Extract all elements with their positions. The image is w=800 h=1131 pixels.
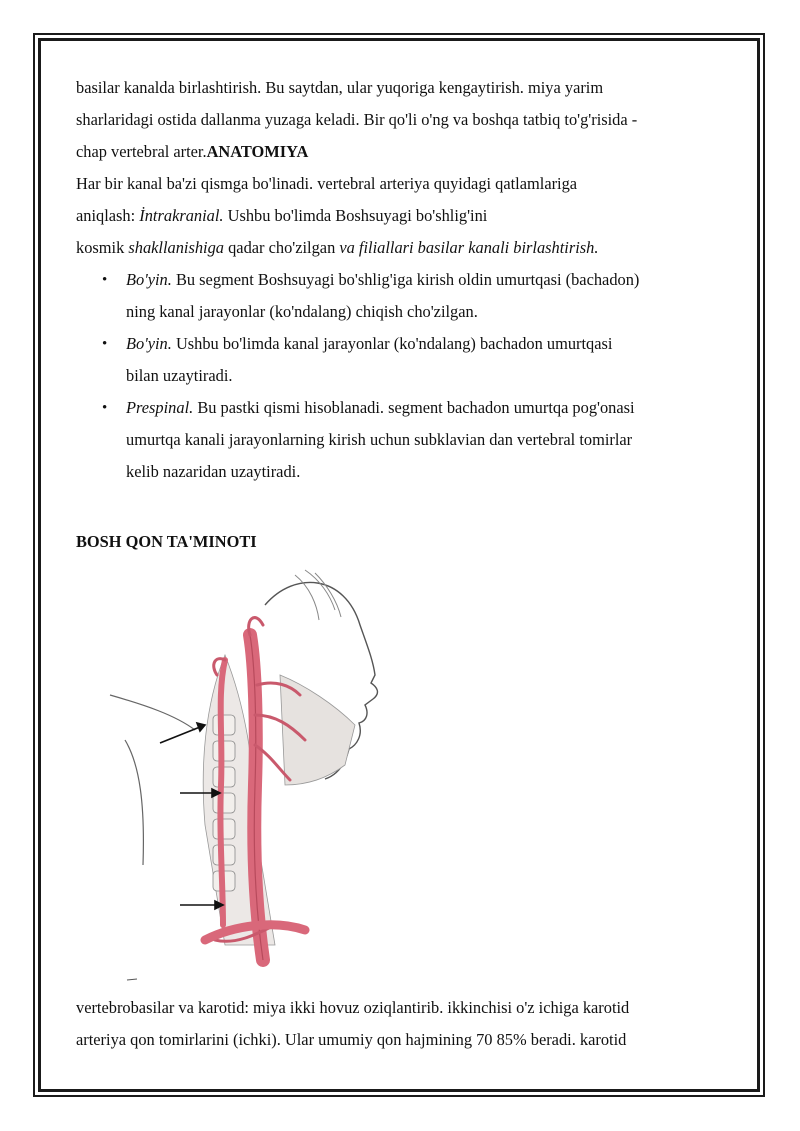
hair-strokes bbox=[295, 570, 341, 620]
text-line: basilar kanalda birlashtirish. Bu saytdan, ular yuqoriga kengaytirish. miya yarim bbox=[76, 78, 604, 97]
figure-corner-mark bbox=[127, 979, 137, 980]
list-item bbox=[76, 392, 726, 488]
anatomy-heading: ANATOMIYA bbox=[206, 142, 309, 161]
text-run: chap vertebral arter. bbox=[76, 142, 207, 161]
text-line bbox=[76, 200, 726, 232]
italic-run: va filiallari basilar kanali birlashtirish. bbox=[339, 238, 599, 257]
text-line: vertebrobasilar va karotid: miya ikki hovuz oziqlantirib. ikkinchisi o'z ichiga karotid bbox=[76, 998, 630, 1017]
text-line: Har bir kanal ba'zi qismga bo'linadi. vertebral arteriya quyidagi qatlamlariga bbox=[76, 174, 578, 193]
neck-arteries-illustration bbox=[105, 565, 405, 985]
neck-back-outline bbox=[110, 695, 195, 865]
text-line bbox=[126, 328, 726, 360]
italic-run: shakllanishiga bbox=[128, 238, 224, 257]
text-line: arteriya qon tomirlarini (ichki). Ular umumiy qon hajmining 70 85% beradi. karotid bbox=[76, 1030, 627, 1049]
text-line bbox=[76, 136, 726, 168]
text-run: kosmik bbox=[76, 238, 129, 257]
main-text bbox=[76, 72, 726, 488]
bullet-term: Bo'yin. bbox=[126, 334, 172, 353]
text-run: qadar cho'zilgan bbox=[224, 238, 340, 257]
bottom-text bbox=[76, 992, 726, 1056]
text-line bbox=[76, 232, 726, 264]
text-line bbox=[126, 264, 726, 296]
text-run: Ushbu bo'limda kanal jarayonlar (ko'ndalang) bachadon umurtqasi bbox=[171, 334, 613, 353]
text-line: sharlaridagi ostida dallanma yuzaga keladi. Bir qo'li o'ng va boshqa tatbiq to'g'risida - bbox=[76, 110, 638, 129]
list-item bbox=[76, 264, 726, 328]
bullet-term: Bo'yin. bbox=[126, 270, 172, 289]
text-run: Ushbu bo'limda Boshsuyagi bo'shlig'ini bbox=[223, 206, 488, 225]
segment-list bbox=[76, 264, 726, 488]
jaw-area bbox=[280, 675, 355, 785]
text-line: ning kanal jarayonlar (ko'ndalang) chiqish cho'zilgan. bbox=[126, 302, 478, 321]
text-run: Bu segment Boshsuyagi bo'shlig'iga kirish oldin umurtqasi (bachadon) bbox=[171, 270, 640, 289]
list-item bbox=[76, 328, 726, 392]
text-run: Bu pastki qismi hisoblanadi. segment bachadon umurtqa pog'onasi bbox=[193, 398, 635, 417]
text-line bbox=[126, 392, 726, 424]
section-heading: BOSH QON TA'MINOTI bbox=[76, 532, 257, 551]
text-run: aniqlash: bbox=[76, 206, 140, 225]
text-line: umurtqa kanali jarayonlarning kirish uchun subklavian dan vertebral tomirlar bbox=[126, 430, 633, 449]
text-line: bilan uzaytiradi. bbox=[126, 366, 233, 385]
text-line: kelib nazaridan uzaytiradi. bbox=[126, 462, 301, 481]
bullet-term: Prespinal. bbox=[126, 398, 194, 417]
term-intracranial: İntrakranial. bbox=[139, 206, 224, 225]
